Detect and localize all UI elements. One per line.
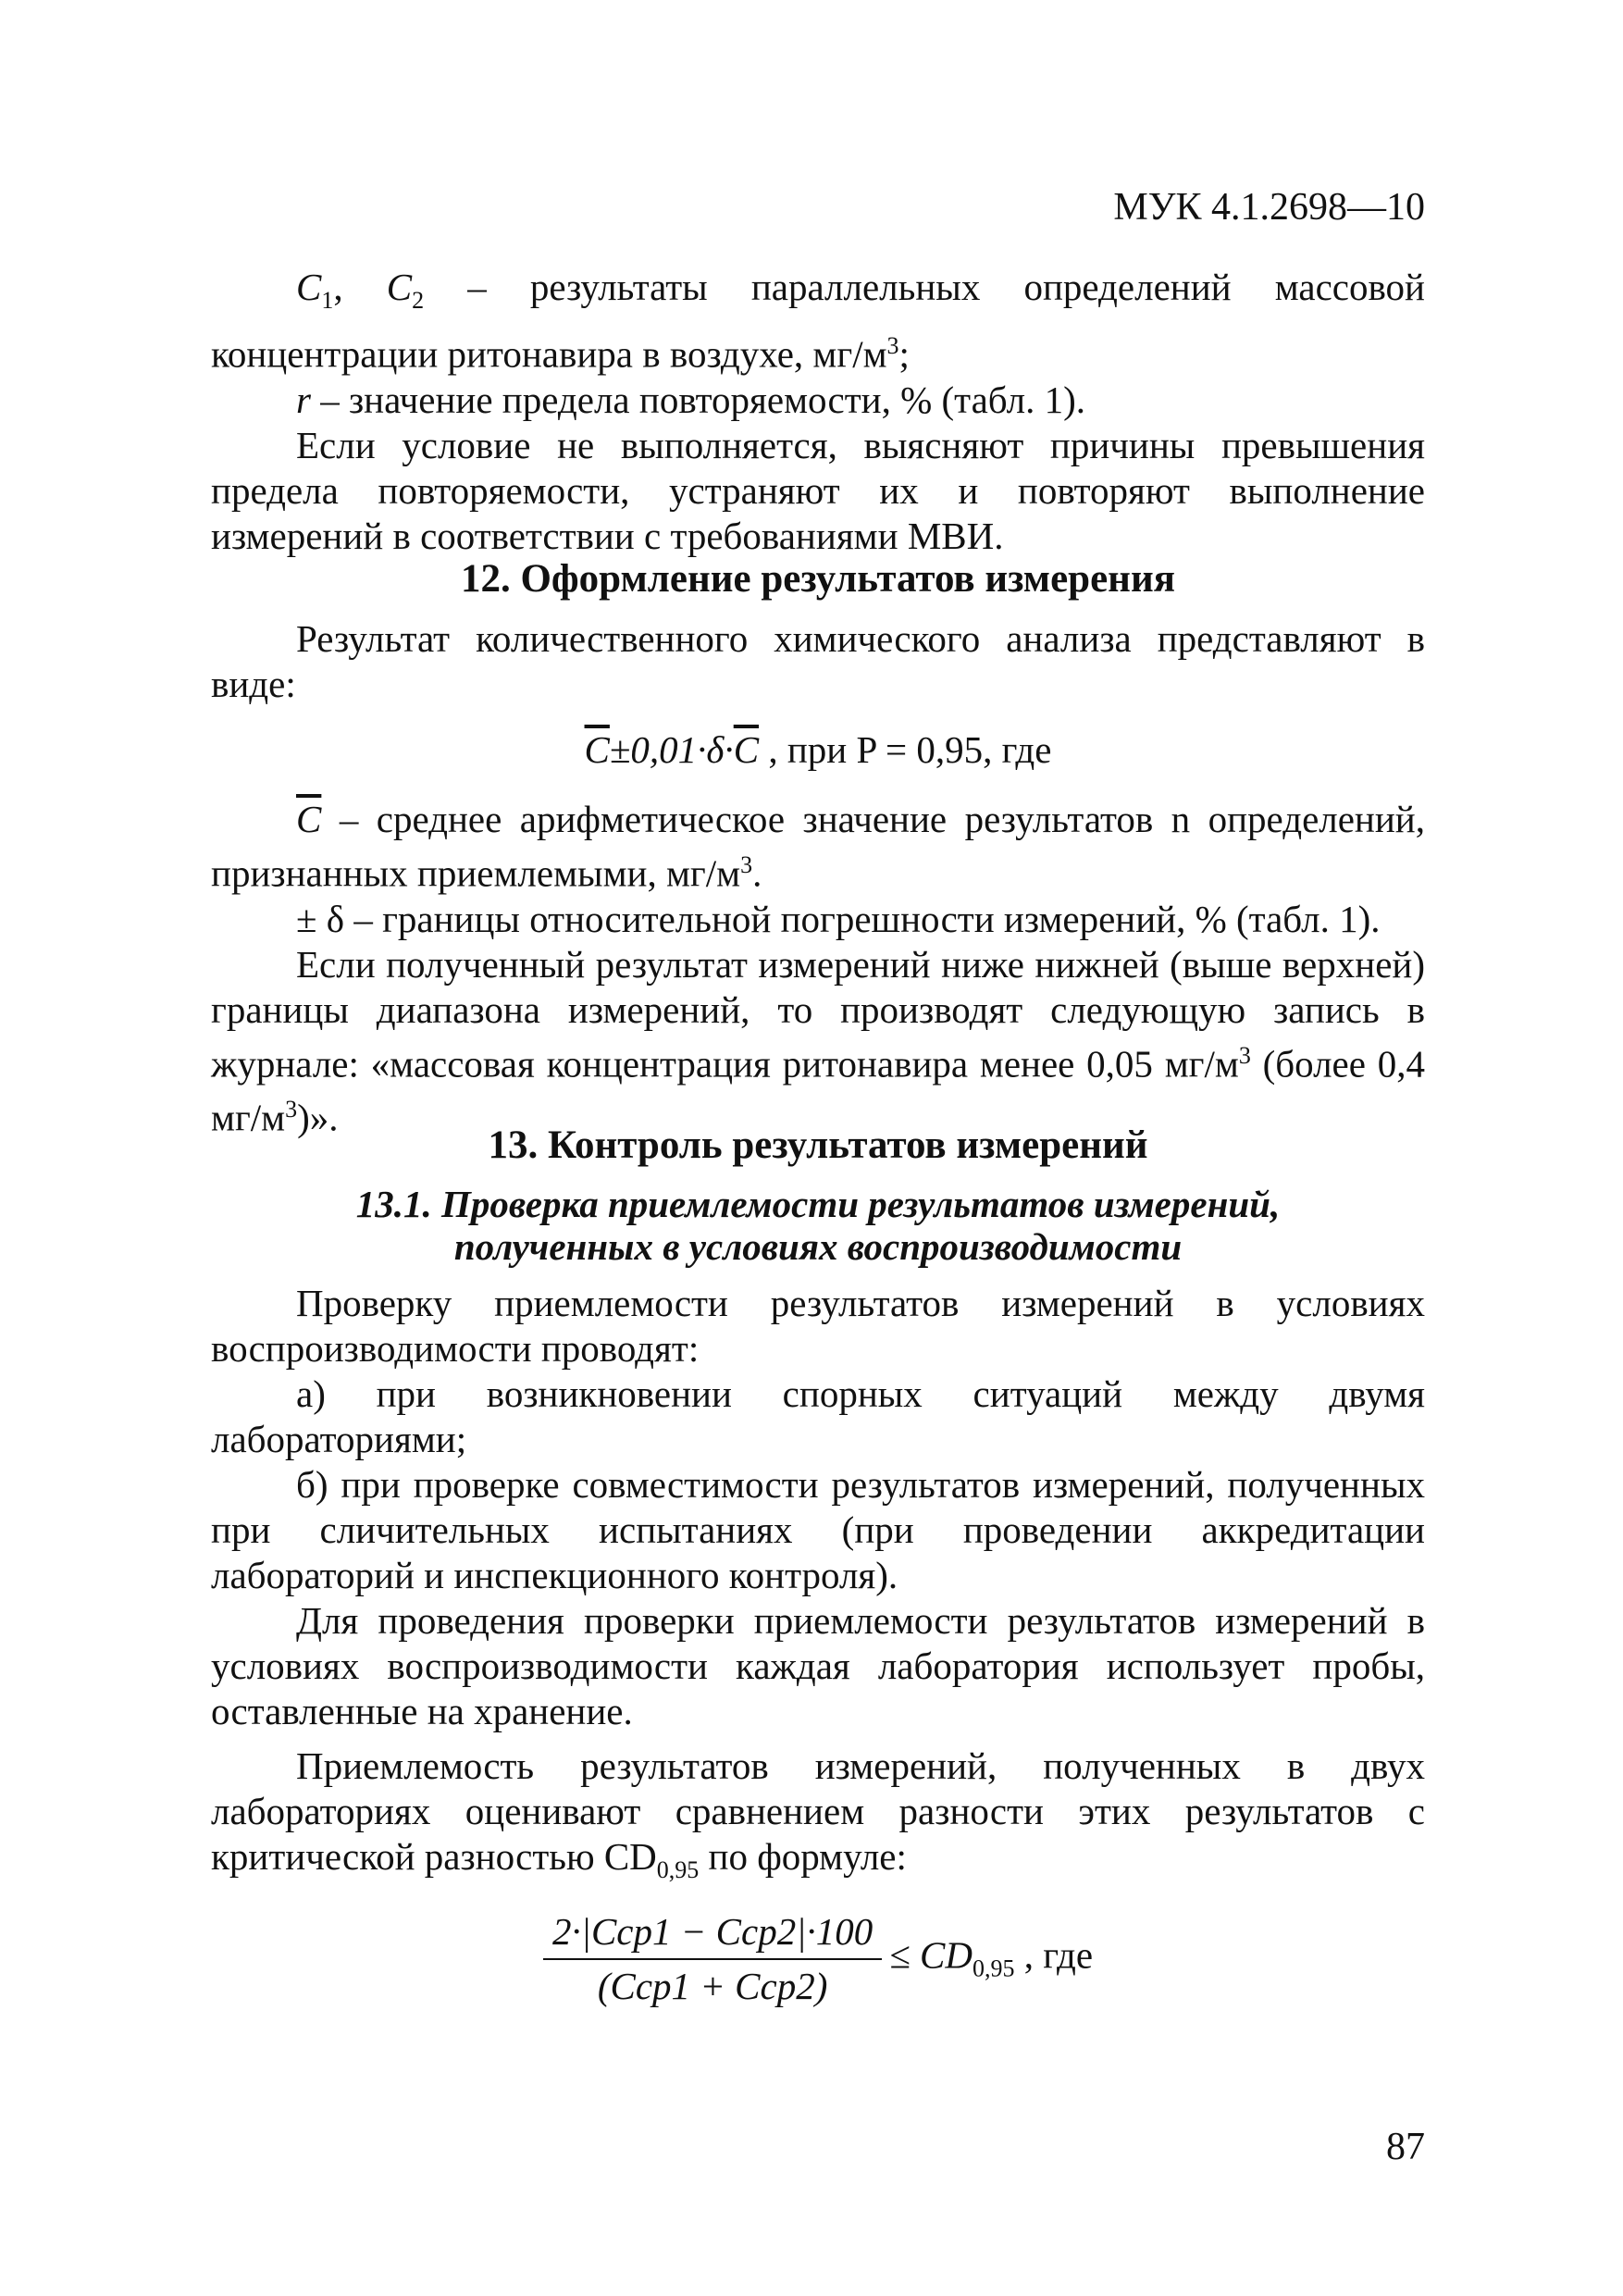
legend-delta: ± δ – границы относительной погрешности измерений, % (табл. 1). bbox=[296, 897, 1381, 940]
section-12 bbox=[211, 555, 1425, 1141]
section-13-paragraph-1: Проверку приемлемости результатов измерений в условиях воспроизводимости проводят: bbox=[211, 1282, 1425, 1370]
paragraph-out-of-range: Если полученный результат измерений ниже нижней (выше верхней) границы диапазона измерений, то производят следующую запись в журнале: «массовая концентрация ритонавира менее 0,05 $мг/м^3$ (более 0,4 $мг/м^3$)». bbox=[211, 942, 1425, 1139]
subsection-13-1-line1: 13.1. Проверка приемлемости результатов измерений, bbox=[355, 1183, 1281, 1225]
list-item-a: а) при возникновении спорных ситуаций между двумя лабораториями; bbox=[211, 1372, 1425, 1460]
section-13-heading: 13. Контроль результатов измерений bbox=[488, 1123, 1148, 1167]
legend-block bbox=[211, 265, 1425, 559]
legend-r: r – значение предела повторяемости, % (табл. 1). bbox=[296, 378, 1085, 421]
section-13-paragraph-3: Приемлемость результатов измерений, полученных в двух лабораториях оценивают сравнением разности этих результатов с критической разностью $CD_{0,95}$ по формуле: bbox=[211, 1744, 1425, 1884]
page-number: 87 bbox=[1386, 2126, 1425, 2168]
formula-fraction bbox=[543, 1909, 882, 2009]
document-code: МУК 4.1.2698—10 bbox=[1113, 186, 1425, 229]
section-12-paragraph: Результат количественного химического анализа представляют в виде: bbox=[211, 617, 1425, 705]
section-13-paragraph-2: Для проведения проверки приемлемости результатов измерений в условиях воспроизводимости каждая лаборатория использует пробы, оставленные на хранение. bbox=[211, 1599, 1425, 1732]
reproducibility-formula: $\frac{\text{2·|Cср1 − Cср2|·100}}{\text{(Cср1 + Cср2)}}$ ≤ $CD_{0,95}$ , где bbox=[211, 1909, 1425, 2009]
legend-c: $C_1$, $C_2$ – результаты параллельных определений массовой концентрации ритонавира в воздухе, $мг/м^3$; bbox=[211, 266, 1425, 376]
legend-c-bar: $\overline{C}$ – среднее арифметическое значение результатов n определений, признанных приемлемыми, $мг/м^3$. bbox=[211, 798, 1425, 895]
formula-denominator: (Cср1 + Cср2) bbox=[597, 1965, 828, 2008]
list-item-b: б) при проверке совместимости результатов измерений, полученных при сличительных испытаниях (при проведении аккредитации лабораторий и инспекционного контроля). bbox=[211, 1463, 1425, 1596]
section-13 bbox=[211, 1122, 1425, 2009]
result-formula: $\overline{C}\pm 0,01\cdot\delta\cdot\overline{C}$ , при P = 0,95, где bbox=[584, 728, 1052, 771]
paragraph-if-condition: Если условие не выполняется, выясняют причины превышения предела повторяемости, устраняют их и повторяют выполнение измерений в соответствии с требованиями МВИ. bbox=[211, 423, 1425, 557]
formula-numerator: 2·|Cср1 − Cср2|·100 bbox=[543, 1909, 882, 1960]
section-12-heading: 12. Оформление результатов измерения bbox=[460, 557, 1175, 601]
subsection-13-1-line2: полученных в условиях воспроизводимости bbox=[453, 1225, 1183, 1268]
